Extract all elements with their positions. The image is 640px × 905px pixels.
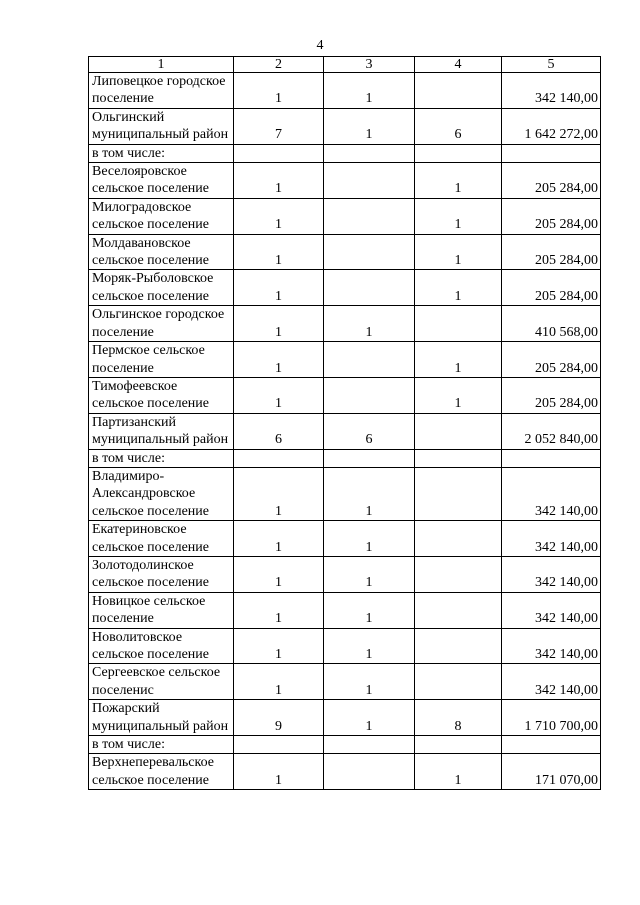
cell-col-2: 1 bbox=[234, 198, 324, 234]
table-row bbox=[89, 628, 601, 664]
cell-col-5: 2 052 840,00 bbox=[502, 413, 601, 449]
cell-name: Новицкое сельское поселение bbox=[89, 592, 234, 628]
header-cell-2: 2 bbox=[234, 57, 324, 73]
cell-col-2 bbox=[234, 736, 324, 754]
cell-col-3 bbox=[324, 270, 415, 306]
cell-name: в том числе: bbox=[89, 736, 234, 754]
cell-name: Веселояровское сельское поселение bbox=[89, 163, 234, 199]
table-row bbox=[89, 234, 601, 270]
cell-col-5: 410 568,00 bbox=[502, 306, 601, 342]
cell-col-5: 342 140,00 bbox=[502, 664, 601, 700]
cell-name: Новолитовское сельское поселение bbox=[89, 628, 234, 664]
cell-col-4 bbox=[415, 467, 502, 520]
cell-name: Тимофеевское сельское поселение bbox=[89, 377, 234, 413]
cell-col-4 bbox=[415, 556, 502, 592]
cell-col-4 bbox=[415, 449, 502, 467]
header-cell-1: 1 bbox=[89, 57, 234, 73]
cell-col-5: 342 140,00 bbox=[502, 73, 601, 109]
table-body bbox=[89, 57, 601, 790]
cell-col-3: 1 bbox=[324, 108, 415, 144]
table-row bbox=[89, 700, 601, 736]
cell-col-5 bbox=[502, 449, 601, 467]
cell-col-3: 1 bbox=[324, 521, 415, 557]
cell-name: Пермское сельское поселение bbox=[89, 342, 234, 378]
table-row bbox=[89, 664, 601, 700]
cell-col-4 bbox=[415, 736, 502, 754]
cell-col-4 bbox=[415, 521, 502, 557]
table-row bbox=[89, 108, 601, 144]
cell-col-3: 1 bbox=[324, 628, 415, 664]
cell-col-5: 1 710 700,00 bbox=[502, 700, 601, 736]
cell-col-4 bbox=[415, 413, 502, 449]
cell-name: Милоградовское сельское поселение bbox=[89, 198, 234, 234]
cell-col-2: 1 bbox=[234, 306, 324, 342]
cell-col-2: 1 bbox=[234, 592, 324, 628]
cell-col-4 bbox=[415, 592, 502, 628]
cell-col-2: 1 bbox=[234, 628, 324, 664]
cell-col-4 bbox=[415, 73, 502, 109]
cell-name: Владимиро-Александровское сельское поселение bbox=[89, 467, 234, 520]
cell-col-5: 171 070,00 bbox=[502, 754, 601, 790]
cell-col-5: 205 284,00 bbox=[502, 163, 601, 199]
table-row bbox=[89, 144, 601, 162]
cell-col-4: 1 bbox=[415, 342, 502, 378]
cell-col-2: 1 bbox=[234, 234, 324, 270]
cell-col-5 bbox=[502, 144, 601, 162]
cell-name: Верхнеперевальское сельское поселение bbox=[89, 754, 234, 790]
cell-col-2: 6 bbox=[234, 413, 324, 449]
cell-col-2 bbox=[234, 144, 324, 162]
table-row bbox=[89, 377, 601, 413]
cell-col-5: 342 140,00 bbox=[502, 467, 601, 520]
table-row bbox=[89, 556, 601, 592]
cell-name: Екатериновское сельское поселение bbox=[89, 521, 234, 557]
cell-col-3: 1 bbox=[324, 306, 415, 342]
cell-col-3 bbox=[324, 754, 415, 790]
cell-col-5: 342 140,00 bbox=[502, 592, 601, 628]
cell-col-3: 6 bbox=[324, 413, 415, 449]
cell-col-2: 1 bbox=[234, 73, 324, 109]
table-row bbox=[89, 198, 601, 234]
cell-col-3: 1 bbox=[324, 664, 415, 700]
cell-col-3 bbox=[324, 234, 415, 270]
header-cell-3: 3 bbox=[324, 57, 415, 73]
header-cell-4: 4 bbox=[415, 57, 502, 73]
cell-name: Пожарский муниципальный район bbox=[89, 700, 234, 736]
cell-col-5: 1 642 272,00 bbox=[502, 108, 601, 144]
cell-col-3 bbox=[324, 144, 415, 162]
cell-name: Ольгинский муниципальный район bbox=[89, 108, 234, 144]
cell-col-3 bbox=[324, 377, 415, 413]
cell-col-5: 205 284,00 bbox=[502, 234, 601, 270]
allocation-table bbox=[88, 56, 601, 790]
cell-col-3: 1 bbox=[324, 700, 415, 736]
cell-col-2: 1 bbox=[234, 342, 324, 378]
cell-name: в том числе: bbox=[89, 144, 234, 162]
cell-col-4 bbox=[415, 144, 502, 162]
page-number: 4 bbox=[316, 38, 324, 53]
cell-col-4: 1 bbox=[415, 198, 502, 234]
cell-col-4 bbox=[415, 664, 502, 700]
header-cell-5: 5 bbox=[502, 57, 601, 73]
cell-col-4 bbox=[415, 306, 502, 342]
cell-col-3 bbox=[324, 198, 415, 234]
cell-name: Золотодолинское сельское поселение bbox=[89, 556, 234, 592]
cell-col-2: 1 bbox=[234, 467, 324, 520]
cell-name: Партизанский муниципальный район bbox=[89, 413, 234, 449]
table-header-row bbox=[89, 57, 601, 73]
table-row bbox=[89, 413, 601, 449]
cell-col-4: 8 bbox=[415, 700, 502, 736]
cell-name: Моряк-Рыболовское сельское поселение bbox=[89, 270, 234, 306]
cell-col-5: 205 284,00 bbox=[502, 377, 601, 413]
table-row bbox=[89, 449, 601, 467]
cell-col-2: 1 bbox=[234, 754, 324, 790]
table-row bbox=[89, 73, 601, 109]
cell-col-4: 6 bbox=[415, 108, 502, 144]
cell-col-2 bbox=[234, 449, 324, 467]
cell-col-5: 342 140,00 bbox=[502, 628, 601, 664]
cell-col-2: 7 bbox=[234, 108, 324, 144]
cell-col-2: 1 bbox=[234, 664, 324, 700]
cell-col-4: 1 bbox=[415, 754, 502, 790]
cell-col-5: 205 284,00 bbox=[502, 198, 601, 234]
cell-col-2: 1 bbox=[234, 270, 324, 306]
cell-col-2: 1 bbox=[234, 556, 324, 592]
cell-col-5: 342 140,00 bbox=[502, 521, 601, 557]
cell-col-5 bbox=[502, 736, 601, 754]
cell-col-2: 1 bbox=[234, 377, 324, 413]
cell-col-3: 1 bbox=[324, 73, 415, 109]
table-row bbox=[89, 736, 601, 754]
cell-col-5: 205 284,00 bbox=[502, 342, 601, 378]
cell-col-3 bbox=[324, 736, 415, 754]
cell-col-2: 1 bbox=[234, 521, 324, 557]
cell-col-3: 1 bbox=[324, 556, 415, 592]
cell-name: в том числе: bbox=[89, 449, 234, 467]
table-row bbox=[89, 467, 601, 520]
cell-col-4 bbox=[415, 628, 502, 664]
cell-col-4: 1 bbox=[415, 377, 502, 413]
cell-col-3 bbox=[324, 163, 415, 199]
cell-col-5: 205 284,00 bbox=[502, 270, 601, 306]
cell-col-4: 1 bbox=[415, 234, 502, 270]
table-row bbox=[89, 163, 601, 199]
cell-col-4: 1 bbox=[415, 163, 502, 199]
cell-col-4: 1 bbox=[415, 270, 502, 306]
cell-col-2: 9 bbox=[234, 700, 324, 736]
cell-col-3 bbox=[324, 449, 415, 467]
table-row bbox=[89, 342, 601, 378]
cell-name: Ольгинское городское поселение bbox=[89, 306, 234, 342]
cell-col-2: 1 bbox=[234, 163, 324, 199]
cell-name: Молдавановское сельское поселение bbox=[89, 234, 234, 270]
table-row bbox=[89, 306, 601, 342]
table-row bbox=[89, 521, 601, 557]
table-row bbox=[89, 270, 601, 306]
cell-col-5: 342 140,00 bbox=[502, 556, 601, 592]
cell-col-3: 1 bbox=[324, 592, 415, 628]
table-row bbox=[89, 592, 601, 628]
cell-name: Липовецкое городское поселение bbox=[89, 73, 234, 109]
cell-name: Сергеевское сельское поселенис bbox=[89, 664, 234, 700]
table-row bbox=[89, 754, 601, 790]
cell-col-3: 1 bbox=[324, 467, 415, 520]
cell-col-3 bbox=[324, 342, 415, 378]
